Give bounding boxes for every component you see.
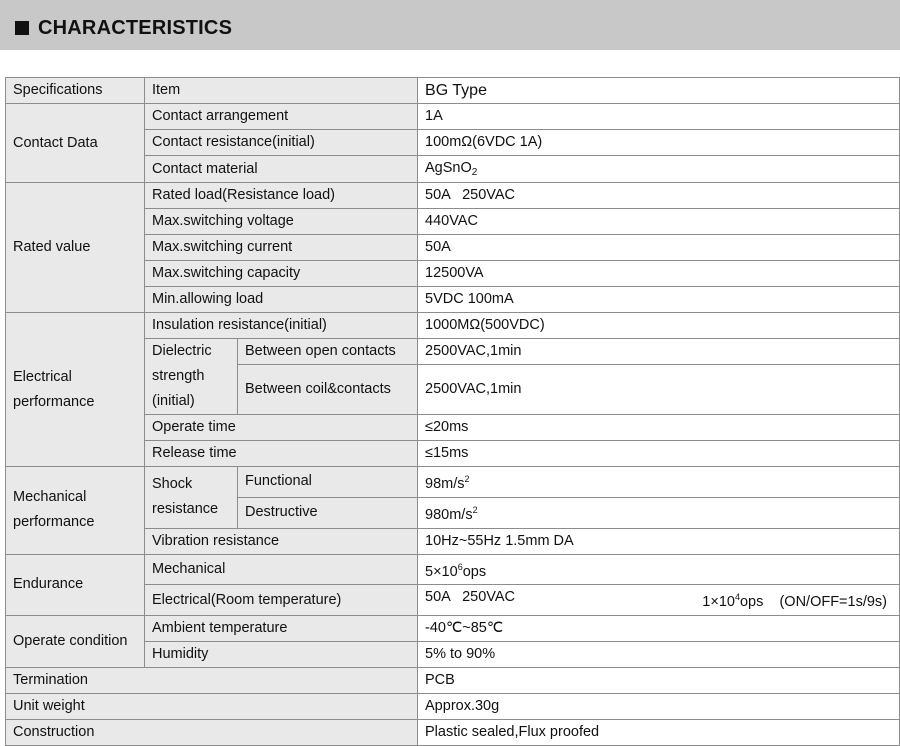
table-row [6,183,900,209]
table-row [6,554,900,585]
item-cell: Humidity [145,642,418,668]
table-header-row [6,78,900,104]
group-contact-data: Contact Data [6,104,145,183]
item-cell: Rated load(Resistance load) [145,183,418,209]
group-electrical-performance [6,313,145,467]
group-mechanical-performance [6,467,145,555]
value-cell [418,554,900,585]
item-cell: Max.switching voltage [145,209,418,235]
value-cell: 5VDC 100mA [418,287,900,313]
label-line: (initial) [152,393,195,409]
item-cell: Insulation resistance(initial) [145,313,418,339]
characteristics-table [5,77,900,746]
value-text-right [702,585,887,615]
label-line: resistance [152,501,219,518]
subscript: 2 [471,167,478,178]
header-square-icon [15,21,29,35]
group-operate-condition: Operate condition [6,616,145,668]
item-cell: Min.allowing load [145,287,418,313]
value-cell [418,156,900,183]
value-cell: PCB [418,668,900,694]
value-cell: 2500VAC,1min [418,365,900,415]
group-label-line: performance [13,393,95,410]
value-cell: 1000MΩ(500VDC) [418,313,900,339]
value-cell: 100mΩ(6VDC 1A) [418,130,900,156]
section-header [0,0,900,50]
value-text: 980m/s [425,506,473,523]
value-cell: 50A [418,235,900,261]
section-title: CHARACTERISTICS [38,17,233,39]
item-cell: Max.switching capacity [145,261,418,287]
header-item: Item [145,78,418,104]
value-cell: Approx.30g [418,694,900,720]
table-row [6,616,900,642]
table-row [6,467,900,498]
group-unit-weight: Unit weight [6,694,418,720]
item-cell: Contact material [145,156,418,183]
item-cell: Release time [145,441,418,467]
item-cell: Destructive [238,497,418,528]
item-cell: Ambient temperature [145,616,418,642]
superscript: 4 [734,592,740,603]
superscript: 6 [457,561,463,572]
item-cell: Mechanical [145,554,418,585]
label-line: Dielectric [152,343,212,359]
value-text: ops [462,563,487,580]
value-split [425,585,899,615]
value-cell: 5% to 90% [418,642,900,668]
superscript: 2 [464,474,470,484]
value-cell: 1A [418,104,900,130]
item-cell: Between open contacts [238,339,418,365]
dielectric-strength-label [145,339,238,415]
item-cell: Vibration resistance [145,528,418,554]
value-cell: -40℃~85℃ [418,616,900,642]
label-line: Shock [152,476,193,493]
group-label-line: Mechanical [13,489,87,506]
group-endurance: Endurance [6,554,145,616]
label-line: strength [152,368,205,384]
table-row [6,104,900,130]
group-label-line: performance [13,514,95,531]
item-cell: Operate time [145,415,418,441]
item-cell: Functional [238,467,418,498]
group-termination: Termination [6,668,418,694]
table-row [6,694,900,720]
item-cell: Contact resistance(initial) [145,130,418,156]
value-cell: ≤20ms [418,415,900,441]
value-cell [418,585,900,616]
header-specifications: Specifications [6,78,145,104]
shock-resistance-label [145,467,238,529]
value-text: AgSnO [425,160,472,176]
value-cell: 10Hz~55Hz 1.5mm DA [418,528,900,554]
value-text: 50A 250VAC [425,589,516,606]
table-row [6,313,900,339]
header-bg-type: BG Type [418,78,900,104]
value-cell: 2500VAC,1min [418,339,900,365]
value-cell: 440VAC [418,209,900,235]
item-cell: Electrical(Room temperature) [145,585,418,616]
value-cell [418,467,900,498]
group-label-line: Electrical [13,368,72,385]
table-row [6,720,900,746]
group-construction: Construction [6,720,418,746]
value-cell: Plastic sealed,Flux proofed [418,720,900,746]
superscript: 2 [472,504,478,515]
value-text: 5×10 [425,563,458,580]
table-row [6,668,900,694]
value-text: ops (ON/OFF=1s/9s) [739,594,888,611]
value-text: 98m/s [425,475,465,492]
value-cell [418,497,900,528]
group-rated-value: Rated value [6,183,145,313]
value-text: 1×10 [702,594,735,611]
item-cell: Between coil&contacts [238,365,418,415]
item-cell: Contact arrangement [145,104,418,130]
item-cell: Max.switching current [145,235,418,261]
value-cell: 50A 250VAC [418,183,900,209]
value-cell: ≤15ms [418,441,900,467]
value-cell: 12500VA [418,261,900,287]
